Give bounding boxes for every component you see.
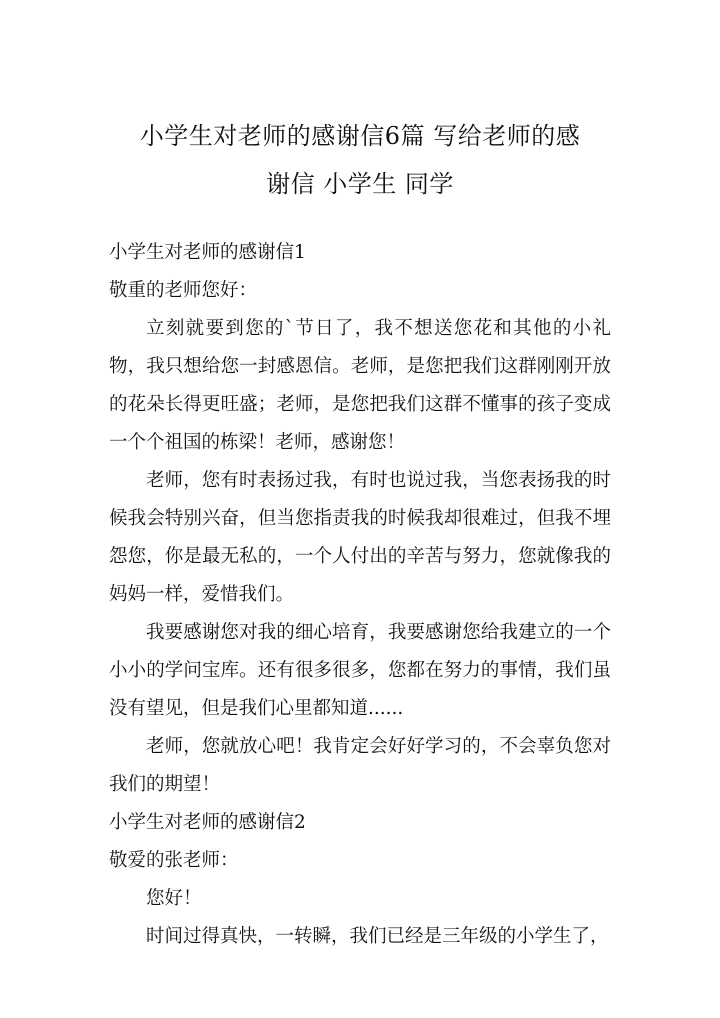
letter-1-paragraph: 老师，您有时表扬过我，有时也说过我，当您表扬我的时候我会特别兴奋，但当您指责我的时候我却很难过，但我不埋怨您，你是最无私的，一个人付出的辛苦与努力，您就像我的妈妈一样，爱惜我们。	[109, 470, 611, 605]
title-line-1: 小学生对老师的感谢信6篇 写给老师的感	[139, 122, 581, 150]
letter-2-heading: 小学生对老师的感谢信2	[109, 812, 306, 833]
letter-2-paragraph: 时间过得真快，一转瞬，我们已经是三年级的小学生了，	[146, 926, 609, 947]
letter-2-greeting: 您好！	[146, 888, 202, 909]
letter-2-salutation: 敬爱的张老师：	[109, 850, 239, 871]
letter-1-heading: 小学生对老师的感谢信1	[109, 242, 306, 263]
letter-1-paragraph: 老师，您就放心吧！我肯定会好好学习的，不会辜负您对我们的期望！	[109, 736, 611, 795]
letter-1-paragraph: 我要感谢您对我的细心培育，我要感谢您给我建立的一个小小的学问宝库。还有很多很多，您都在努力的事情，我们虽没有望见，但是我们心里都知道......	[109, 622, 611, 719]
title-line-2: 谢信 小学生 同学	[266, 170, 454, 198]
letter-1-salutation: 敬重的老师您好：	[109, 280, 258, 301]
document-title	[109, 112, 611, 208]
letter-1-paragraph: 立刻就要到您的`节日了，我不想送您花和其他的小礼物，我只想给您一封感恩信。老师，是您把我们这群刚刚开放的花朵长得更旺盛；老师，是您把我们这群不懂事的孩子变成一个个祖国的栋梁！老师，感谢您！	[109, 318, 611, 453]
document-body	[109, 234, 611, 956]
